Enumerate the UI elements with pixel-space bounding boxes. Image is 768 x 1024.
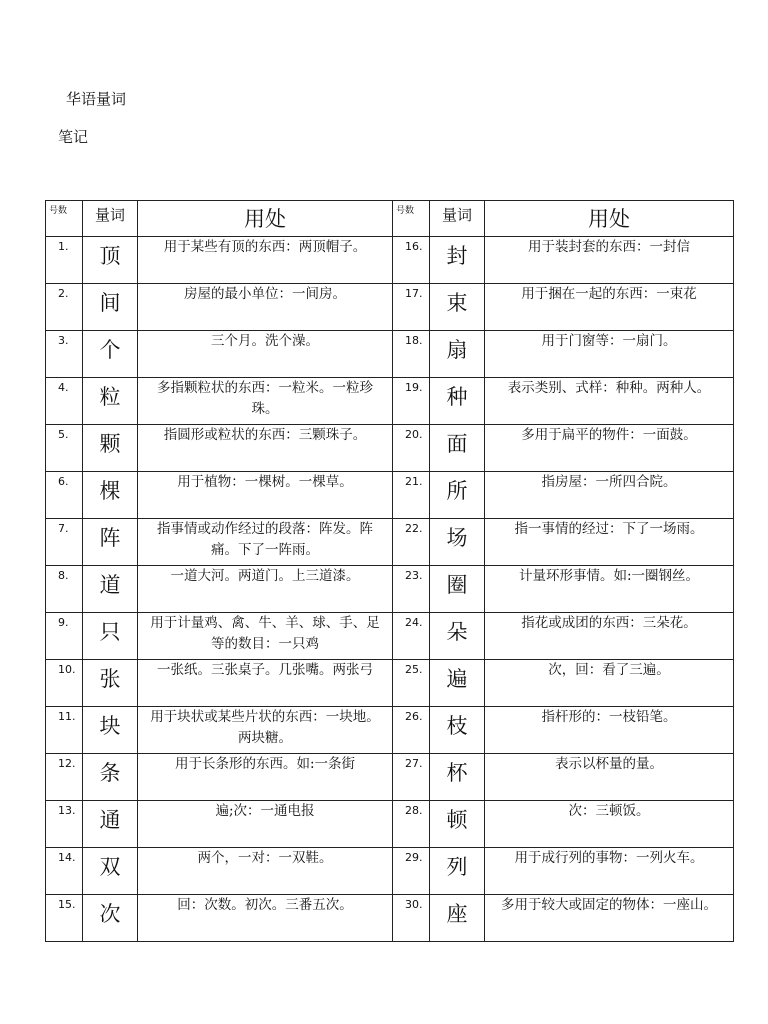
table-row — [46, 707, 734, 754]
entry-usage: 指房屋：一所四合院。 — [485, 472, 734, 519]
header-num: 号数 — [46, 201, 83, 237]
entry-number: 22. — [393, 519, 430, 566]
measure-word: 顿 — [430, 801, 485, 848]
measure-word: 圈 — [430, 566, 485, 613]
entry-number: 8. — [46, 566, 83, 613]
table-row — [46, 237, 734, 284]
measure-word: 只 — [83, 613, 138, 660]
entry-usage: 次，回：看了三遍。 — [485, 660, 734, 707]
measure-word: 个 — [83, 331, 138, 378]
entry-number: 16. — [393, 237, 430, 284]
entry-number: 21. — [393, 472, 430, 519]
measure-word: 所 — [430, 472, 485, 519]
measure-word-table — [45, 200, 734, 942]
entry-number: 1. — [46, 237, 83, 284]
entry-number: 7. — [46, 519, 83, 566]
entry-usage: 表示以杯量的量。 — [485, 754, 734, 801]
measure-word: 块 — [83, 707, 138, 754]
table-row — [46, 472, 734, 519]
table-row — [46, 754, 734, 801]
entry-usage: 一道大河。两道门。上三道漆。 — [138, 566, 393, 613]
entry-usage: 指事情或动作经过的段落：阵发。阵痛。下了一阵雨。 — [138, 519, 393, 566]
measure-word: 间 — [83, 284, 138, 331]
entry-usage: 指花或成团的东西：三朵花。 — [485, 613, 734, 660]
entry-usage: 用于计量鸡、禽、牛、羊、球、手、足等的数目：一只鸡 — [138, 613, 393, 660]
entry-usage: 用于长条形的东西。如:一条街 — [138, 754, 393, 801]
page-title: 华语量词 — [66, 90, 127, 108]
measure-word: 粒 — [83, 378, 138, 425]
entry-number: 6. — [46, 472, 83, 519]
measure-word: 面 — [430, 425, 485, 472]
table-row — [46, 425, 734, 472]
entry-number: 27. — [393, 754, 430, 801]
table-row — [46, 519, 734, 566]
entry-usage: 用于成行列的事物：一列火车。 — [485, 848, 734, 895]
entry-usage: 多用于扁平的物件：一面鼓。 — [485, 425, 734, 472]
entry-number: 28. — [393, 801, 430, 848]
entry-usage: 房屋的最小单位：一间房。 — [138, 284, 393, 331]
table-row — [46, 284, 734, 331]
measure-word: 颗 — [83, 425, 138, 472]
measure-word: 扇 — [430, 331, 485, 378]
entry-usage: 用于某些有顶的东西：两顶帽子。 — [138, 237, 393, 284]
measure-word: 道 — [83, 566, 138, 613]
measure-word: 遍 — [430, 660, 485, 707]
entry-number: 25. — [393, 660, 430, 707]
entry-usage: 指杆形的：一枝铅笔。 — [485, 707, 734, 754]
measure-word: 封 — [430, 237, 485, 284]
table-row — [46, 660, 734, 707]
entry-number: 11. — [46, 707, 83, 754]
entry-usage: 用于块状或某些片状的东西：一块地。两块糖。 — [138, 707, 393, 754]
header-num: 号数 — [393, 201, 430, 237]
entry-usage: 表示类别、式样：种种。两种人。 — [485, 378, 734, 425]
measure-word: 杯 — [430, 754, 485, 801]
entry-number: 2. — [46, 284, 83, 331]
measure-word: 次 — [83, 895, 138, 942]
entry-usage: 三个月。洗个澡。 — [138, 331, 393, 378]
measure-word: 双 — [83, 848, 138, 895]
header-usage: 用处 — [138, 201, 393, 237]
entry-usage: 次：三顿饭。 — [485, 801, 734, 848]
entry-number: 26. — [393, 707, 430, 754]
table-row — [46, 378, 734, 425]
measure-word: 朵 — [430, 613, 485, 660]
entry-usage: 多用于较大或固定的物体：一座山。 — [485, 895, 734, 942]
entry-usage: 两个，一对：一双鞋。 — [138, 848, 393, 895]
measure-word: 阵 — [83, 519, 138, 566]
entry-usage: 用于门窗等：一扇门。 — [485, 331, 734, 378]
entry-usage: 遍;次：一通电报 — [138, 801, 393, 848]
measure-word: 场 — [430, 519, 485, 566]
entry-number: 20. — [393, 425, 430, 472]
measure-word: 通 — [83, 801, 138, 848]
measure-word: 顶 — [83, 237, 138, 284]
entry-number: 23. — [393, 566, 430, 613]
measure-word: 座 — [430, 895, 485, 942]
entry-number: 18. — [393, 331, 430, 378]
entry-usage: 用于装封套的东西：一封信 — [485, 237, 734, 284]
table-row — [46, 566, 734, 613]
entry-number: 10. — [46, 660, 83, 707]
entry-usage: 用于捆在一起的东西：一束花 — [485, 284, 734, 331]
table-row — [46, 331, 734, 378]
entry-number: 12. — [46, 754, 83, 801]
entry-usage: 指一事情的经过：下了一场雨。 — [485, 519, 734, 566]
entry-usage: 一张纸。三张桌子。几张嘴。两张弓 — [138, 660, 393, 707]
entry-number: 15. — [46, 895, 83, 942]
header-usage: 用处 — [485, 201, 734, 237]
header-word: 量词 — [83, 201, 138, 237]
measure-word: 张 — [83, 660, 138, 707]
measure-word: 棵 — [83, 472, 138, 519]
entry-number: 14. — [46, 848, 83, 895]
header-word: 量词 — [430, 201, 485, 237]
entry-number: 5. — [46, 425, 83, 472]
entry-usage: 计量环形事情。如:一圈钢丝。 — [485, 566, 734, 613]
entry-number: 4. — [46, 378, 83, 425]
measure-word: 枝 — [430, 707, 485, 754]
entry-usage: 指圆形或粒状的东西：三颗珠子。 — [138, 425, 393, 472]
entry-usage: 多指颗粒状的东西：一粒米。一粒珍珠。 — [138, 378, 393, 425]
entry-usage: 回：次数。初次。三番五次。 — [138, 895, 393, 942]
entry-number: 3. — [46, 331, 83, 378]
entry-number: 29. — [393, 848, 430, 895]
measure-word: 列 — [430, 848, 485, 895]
entry-usage: 用于植物：一棵树。一棵草。 — [138, 472, 393, 519]
entry-number: 9. — [46, 613, 83, 660]
table-row — [46, 895, 734, 942]
measure-word: 束 — [430, 284, 485, 331]
page-subtitle: 笔记 — [58, 128, 89, 146]
table-header-row — [46, 201, 734, 237]
entry-number: 19. — [393, 378, 430, 425]
entry-number: 13. — [46, 801, 83, 848]
measure-word: 种 — [430, 378, 485, 425]
measure-word: 条 — [83, 754, 138, 801]
entry-number: 17. — [393, 284, 430, 331]
entry-number: 24. — [393, 613, 430, 660]
table-row — [46, 848, 734, 895]
table-row — [46, 801, 734, 848]
entry-number: 30. — [393, 895, 430, 942]
table-row — [46, 613, 734, 660]
